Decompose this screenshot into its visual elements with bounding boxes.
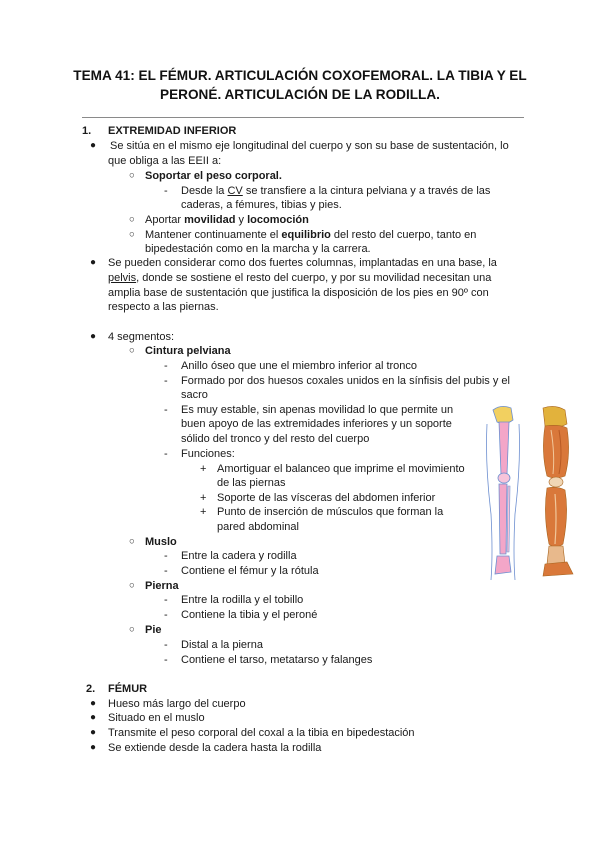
bullet-icon: ●	[90, 331, 97, 342]
bullet-icon: ●	[90, 742, 97, 753]
pierna-item-2: Contiene la tibia y el peroné	[181, 609, 318, 621]
section-2-heading: FÉMUR	[108, 683, 148, 695]
dash-icon: -	[164, 639, 168, 651]
funcion-3-line-1: Punto de inserción de músculos que forman la	[217, 506, 444, 518]
cintura-heading: Cintura pelviana	[145, 345, 231, 357]
bullet-1-line-2: que obliga a las EEII a:	[108, 155, 222, 167]
section-2-number: 2.	[86, 683, 96, 695]
bullet-icon: ●	[90, 712, 97, 723]
funciones-label: Funciones:	[181, 448, 235, 460]
cintura-item-3-line-2: buen apoyo de las extremidades inferiores y un soporte	[181, 418, 452, 430]
item-mantener-line-2: bipedestación como en la marcha y la carrera.	[145, 243, 371, 255]
cintura-item-2-line-2: sacro	[181, 389, 208, 401]
plus-icon: +	[200, 506, 207, 518]
title-line-1: TEMA 41: EL FÉMUR. ARTICULACIÓN COXOFEMORAL. LA TIBIA Y EL	[73, 68, 527, 83]
funcion-1-line-1: Amortiguar el balanceo que imprime el movimiento	[217, 463, 465, 475]
circle-bullet-icon: ○	[129, 229, 135, 240]
segmentos-label: 4 segmentos:	[108, 331, 175, 343]
funcion-2: Soporte de las vísceras del abdomen inferior	[217, 492, 436, 504]
bullet-2-line-1: Se pueden considerar como dos fuertes columnas, implantadas en una base, la	[108, 257, 497, 269]
dash-icon: -	[164, 375, 168, 387]
dash-icon: -	[164, 185, 168, 197]
circle-bullet-icon: ○	[129, 580, 135, 591]
femur-item-1: Hueso más largo del cuerpo	[108, 698, 246, 710]
dash-icon: -	[164, 594, 168, 606]
dash-icon: -	[164, 360, 168, 372]
lower-limb-anatomy-illustration	[485, 404, 580, 584]
bullet-icon: ●	[90, 727, 97, 738]
dash-icon: -	[164, 609, 168, 621]
bullet-icon: ●	[90, 257, 97, 268]
item-aportar: Aportar movilidad y locomoción	[145, 214, 309, 226]
bullet-1-line-1: Se sitúa en el mismo eje longitudinal del cuerpo y son su base de sustentación, lo	[110, 140, 509, 152]
muslo-item-2: Contiene el fémur y la rótula	[181, 565, 319, 577]
circle-bullet-icon: ○	[129, 624, 135, 635]
circle-bullet-icon: ○	[129, 170, 135, 181]
femur-item-3: Transmite el peso corporal del coxal a la tibia en bipedestación	[108, 727, 415, 739]
bullet-2-line-2: pelvis, donde se sostiene el resto del cuerpo, y por su movilidad necesitan una	[108, 272, 492, 284]
funcion-3-line-2: pared abdominal	[217, 521, 299, 533]
item-cv-line-2: caderas, a fémures, tibias y pies.	[181, 199, 342, 211]
title-divider	[82, 117, 524, 118]
bullet-2-line-3: amplia base de sustentación que justifica la disposición de los pies en 90º con	[108, 287, 489, 299]
circle-bullet-icon: ○	[129, 214, 135, 225]
page-title	[60, 66, 540, 104]
dash-icon: -	[164, 448, 168, 460]
femur-item-4: Se extiende desde la cadera hasta la rodilla	[108, 742, 322, 754]
dash-icon: -	[164, 565, 168, 577]
bullet-icon: ●	[90, 698, 97, 709]
pie-item-1: Distal a la pierna	[181, 639, 263, 651]
dash-icon: -	[164, 550, 168, 562]
section-1-number: 1.	[82, 125, 92, 137]
pie-item-2: Contiene el tarso, metatarso y falanges	[181, 654, 373, 666]
cintura-item-3-line-3: sólido del tronco y del resto del cuerpo	[181, 433, 370, 445]
bullet-2-line-4: respecto a las piernas.	[108, 301, 219, 313]
item-soportar: Soportar el peso corporal.	[145, 170, 282, 182]
plus-icon: +	[200, 463, 207, 475]
cintura-item-1: Anillo óseo que une el miembro inferior al tronco	[181, 360, 418, 372]
funcion-1-line-2: de las piernas	[217, 477, 286, 489]
dash-icon: -	[164, 404, 168, 416]
cintura-item-2-line-1: Formado por dos huesos coxales unidos en la sínfisis del pubis y el	[181, 375, 510, 387]
pie-heading: Pie	[145, 624, 162, 636]
item-cv-line-1: Desde la CV se transfiere a la cintura pelviana y a través de las	[181, 185, 491, 197]
muslo-item-1: Entre la cadera y rodilla	[181, 550, 297, 562]
muslo-heading: Muslo	[145, 536, 177, 548]
muscle-leg-illustration	[543, 406, 573, 576]
item-mantener-line-1: Mantener continuamente el equilibrio del resto del cuerpo, tanto en	[145, 229, 477, 241]
cintura-item-3-line-1: Es muy estable, sin apenas movilidad lo que permite un	[181, 404, 454, 416]
dash-icon: -	[164, 654, 168, 666]
plus-icon: +	[200, 492, 207, 504]
section-1-heading: EXTREMIDAD INFERIOR	[108, 125, 237, 137]
circle-bullet-icon: ○	[129, 536, 135, 547]
pierna-item-1: Entre la rodilla y el tobillo	[181, 594, 304, 606]
skeleton-leg-illustration	[487, 406, 520, 580]
title-line-2: PERONÉ. ARTICULACIÓN DE LA RODILLA.	[160, 87, 440, 102]
bullet-icon: ●	[90, 140, 97, 151]
pierna-heading: Pierna	[145, 580, 179, 592]
femur-item-2: Situado en el muslo	[108, 712, 205, 724]
circle-bullet-icon: ○	[129, 345, 135, 356]
